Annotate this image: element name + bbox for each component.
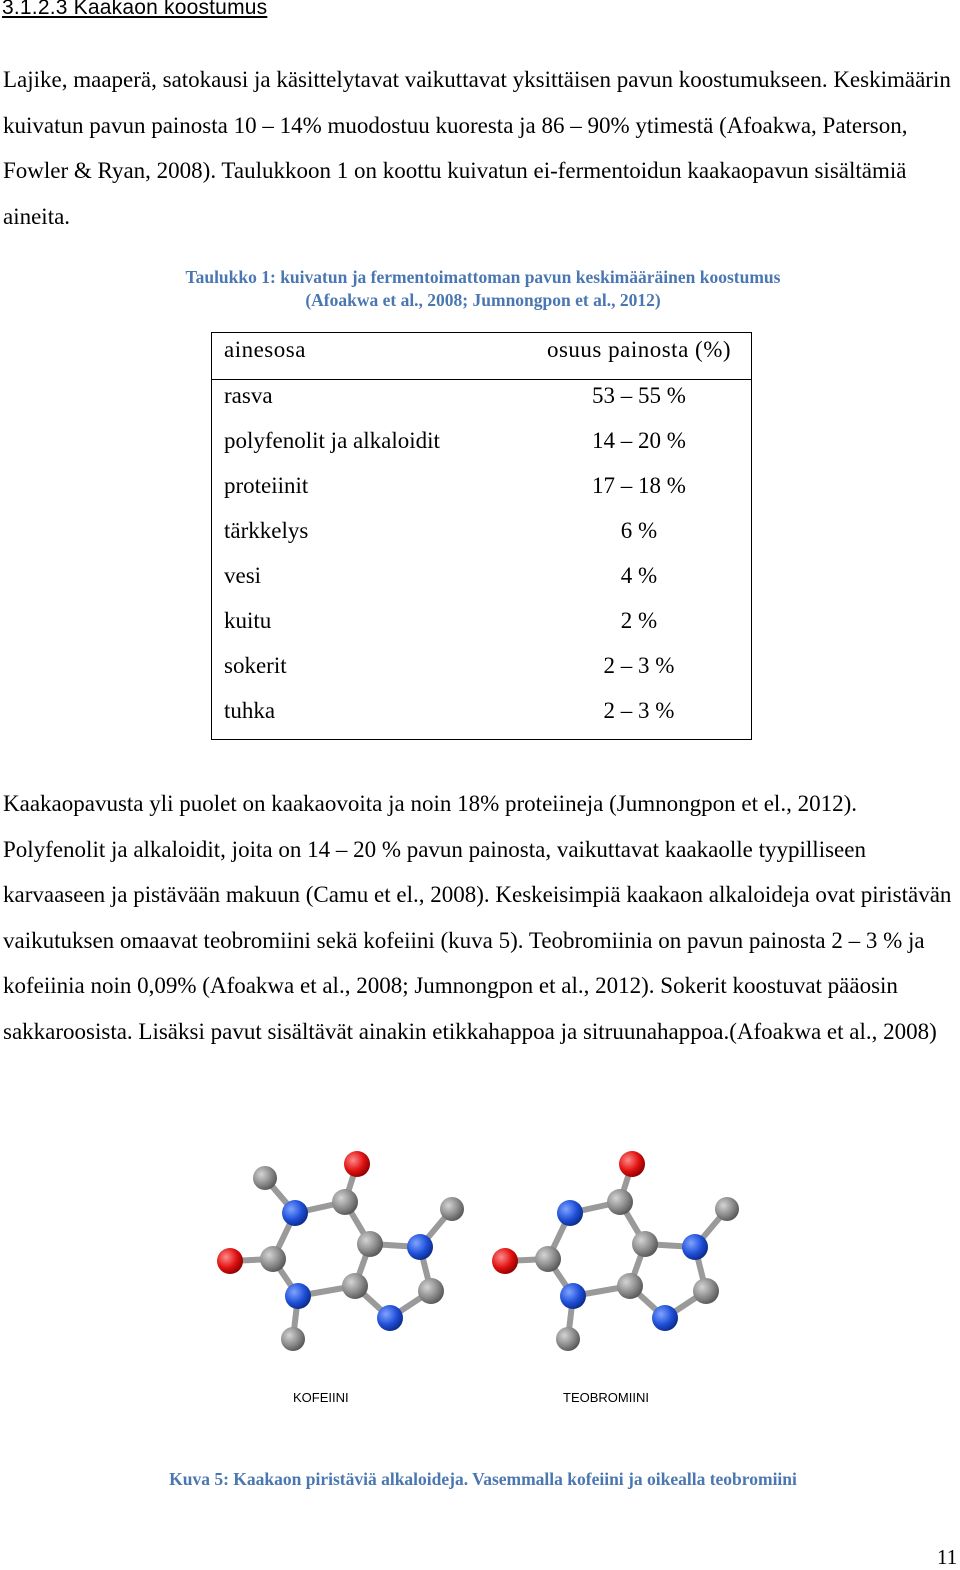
table-row bbox=[212, 695, 751, 740]
ingredient-cell: kuitu bbox=[224, 608, 272, 633]
share-cell: 2 % bbox=[620, 608, 658, 633]
figure-caption: Kuva 5: Kaakaon piristäviä alkaloideja. Vasemmalla kofeiini ja oikealla teobromiini bbox=[169, 1469, 797, 1489]
ingredient-cell: tärkkelys bbox=[224, 518, 309, 543]
ingredient-cell: vesi bbox=[224, 563, 262, 588]
header-osuus: osuus painosta (%) bbox=[546, 337, 732, 362]
table-row bbox=[212, 470, 751, 515]
ingredient-cell: rasva bbox=[224, 383, 273, 408]
table-header-row bbox=[212, 333, 751, 380]
theobromine-label: TEOBROMIINI bbox=[563, 1390, 649, 1405]
intro-paragraph: Lajike, maaperä, satokausi ja käsittelytavat vaikuttavat yksittäisen pavun koostumukseen. Keskimäärin kuivatun pavun painosta 10 – 14% muodostuu kuoresta ja 86 – 90% ytimestä (Afoakwa, Paterson, Fowler & Ryan, 2008). Taulukkoon 1 on koottu kuivatun ei-fermentoidun kaakaopavun sisältämiä aineita. bbox=[3, 67, 951, 229]
table-row bbox=[212, 605, 751, 650]
section-heading: 3.1.2.3 Kaakaon koostumus bbox=[2, 0, 268, 19]
table-row bbox=[212, 425, 751, 470]
share-cell: 2 – 3 % bbox=[603, 698, 675, 723]
body-paragraph: Kaakaopavusta yli puolet on kaakaovoita ja noin 18% proteiineja (Jumnongpon et el., 2012). Polyfenolit ja alkaloidit, joita on 14 – 20 % pavun painosta, vaikuttavat kaakaolle tyypilliseen karvaaseen ja pistävään makuun (Camu et el., 2008). Keskeisimpiä kaakaon alkaloideja ovat piristävän vaikutuksen omaavat teobromiini sekä kofeiini (kuva 5). Teobromiinia on pavun painosta 2 – 3 % ja kofeiinia noin 0,09% (Afoakwa et al., 2008; Jumnongpon et al., 2012). Sokerit koostuvat pääosin sakkaroosista. Lisäksi pavut sisältävät ainakin etikkahappoa ja sitruunahappoa.(Afoakwa et al., 2008) bbox=[3, 791, 952, 1044]
table-row bbox=[212, 560, 751, 605]
header-ainesosa: ainesosa bbox=[224, 337, 306, 362]
caffeine-molecule-image bbox=[210, 1140, 510, 1400]
table-caption bbox=[0, 266, 960, 312]
page-number: 11 bbox=[937, 1545, 958, 1569]
ingredient-cell: sokerit bbox=[224, 653, 287, 678]
table-caption-line2: (Afoakwa et al., 2008; Jumnongpon et al., 2012) bbox=[305, 290, 661, 310]
table-row bbox=[212, 515, 751, 560]
share-cell: 4 % bbox=[620, 563, 658, 588]
ingredient-cell: tuhka bbox=[224, 698, 276, 723]
share-cell: 53 – 55 % bbox=[592, 383, 686, 408]
share-cell: 6 % bbox=[620, 518, 658, 543]
caffeine-label: KOFEIINI bbox=[293, 1390, 349, 1405]
ingredient-cell: polyfenolit ja alkaloidit bbox=[224, 428, 440, 453]
share-cell: 14 – 20 % bbox=[592, 428, 686, 453]
table-row bbox=[212, 380, 751, 425]
share-cell: 2 – 3 % bbox=[603, 653, 675, 678]
ingredient-cell: proteiinit bbox=[224, 473, 309, 498]
share-cell: 17 – 18 % bbox=[592, 473, 686, 498]
composition-table bbox=[211, 332, 752, 740]
table-row bbox=[212, 650, 751, 695]
theobromine-molecule-image bbox=[485, 1140, 785, 1400]
theobromine-atoms bbox=[492, 1151, 739, 1351]
table-caption-line1: Taulukko 1: kuivatun ja fermentoimattoman pavun keskimääräinen koostumus bbox=[185, 267, 781, 287]
caffeine-atoms bbox=[217, 1151, 464, 1351]
